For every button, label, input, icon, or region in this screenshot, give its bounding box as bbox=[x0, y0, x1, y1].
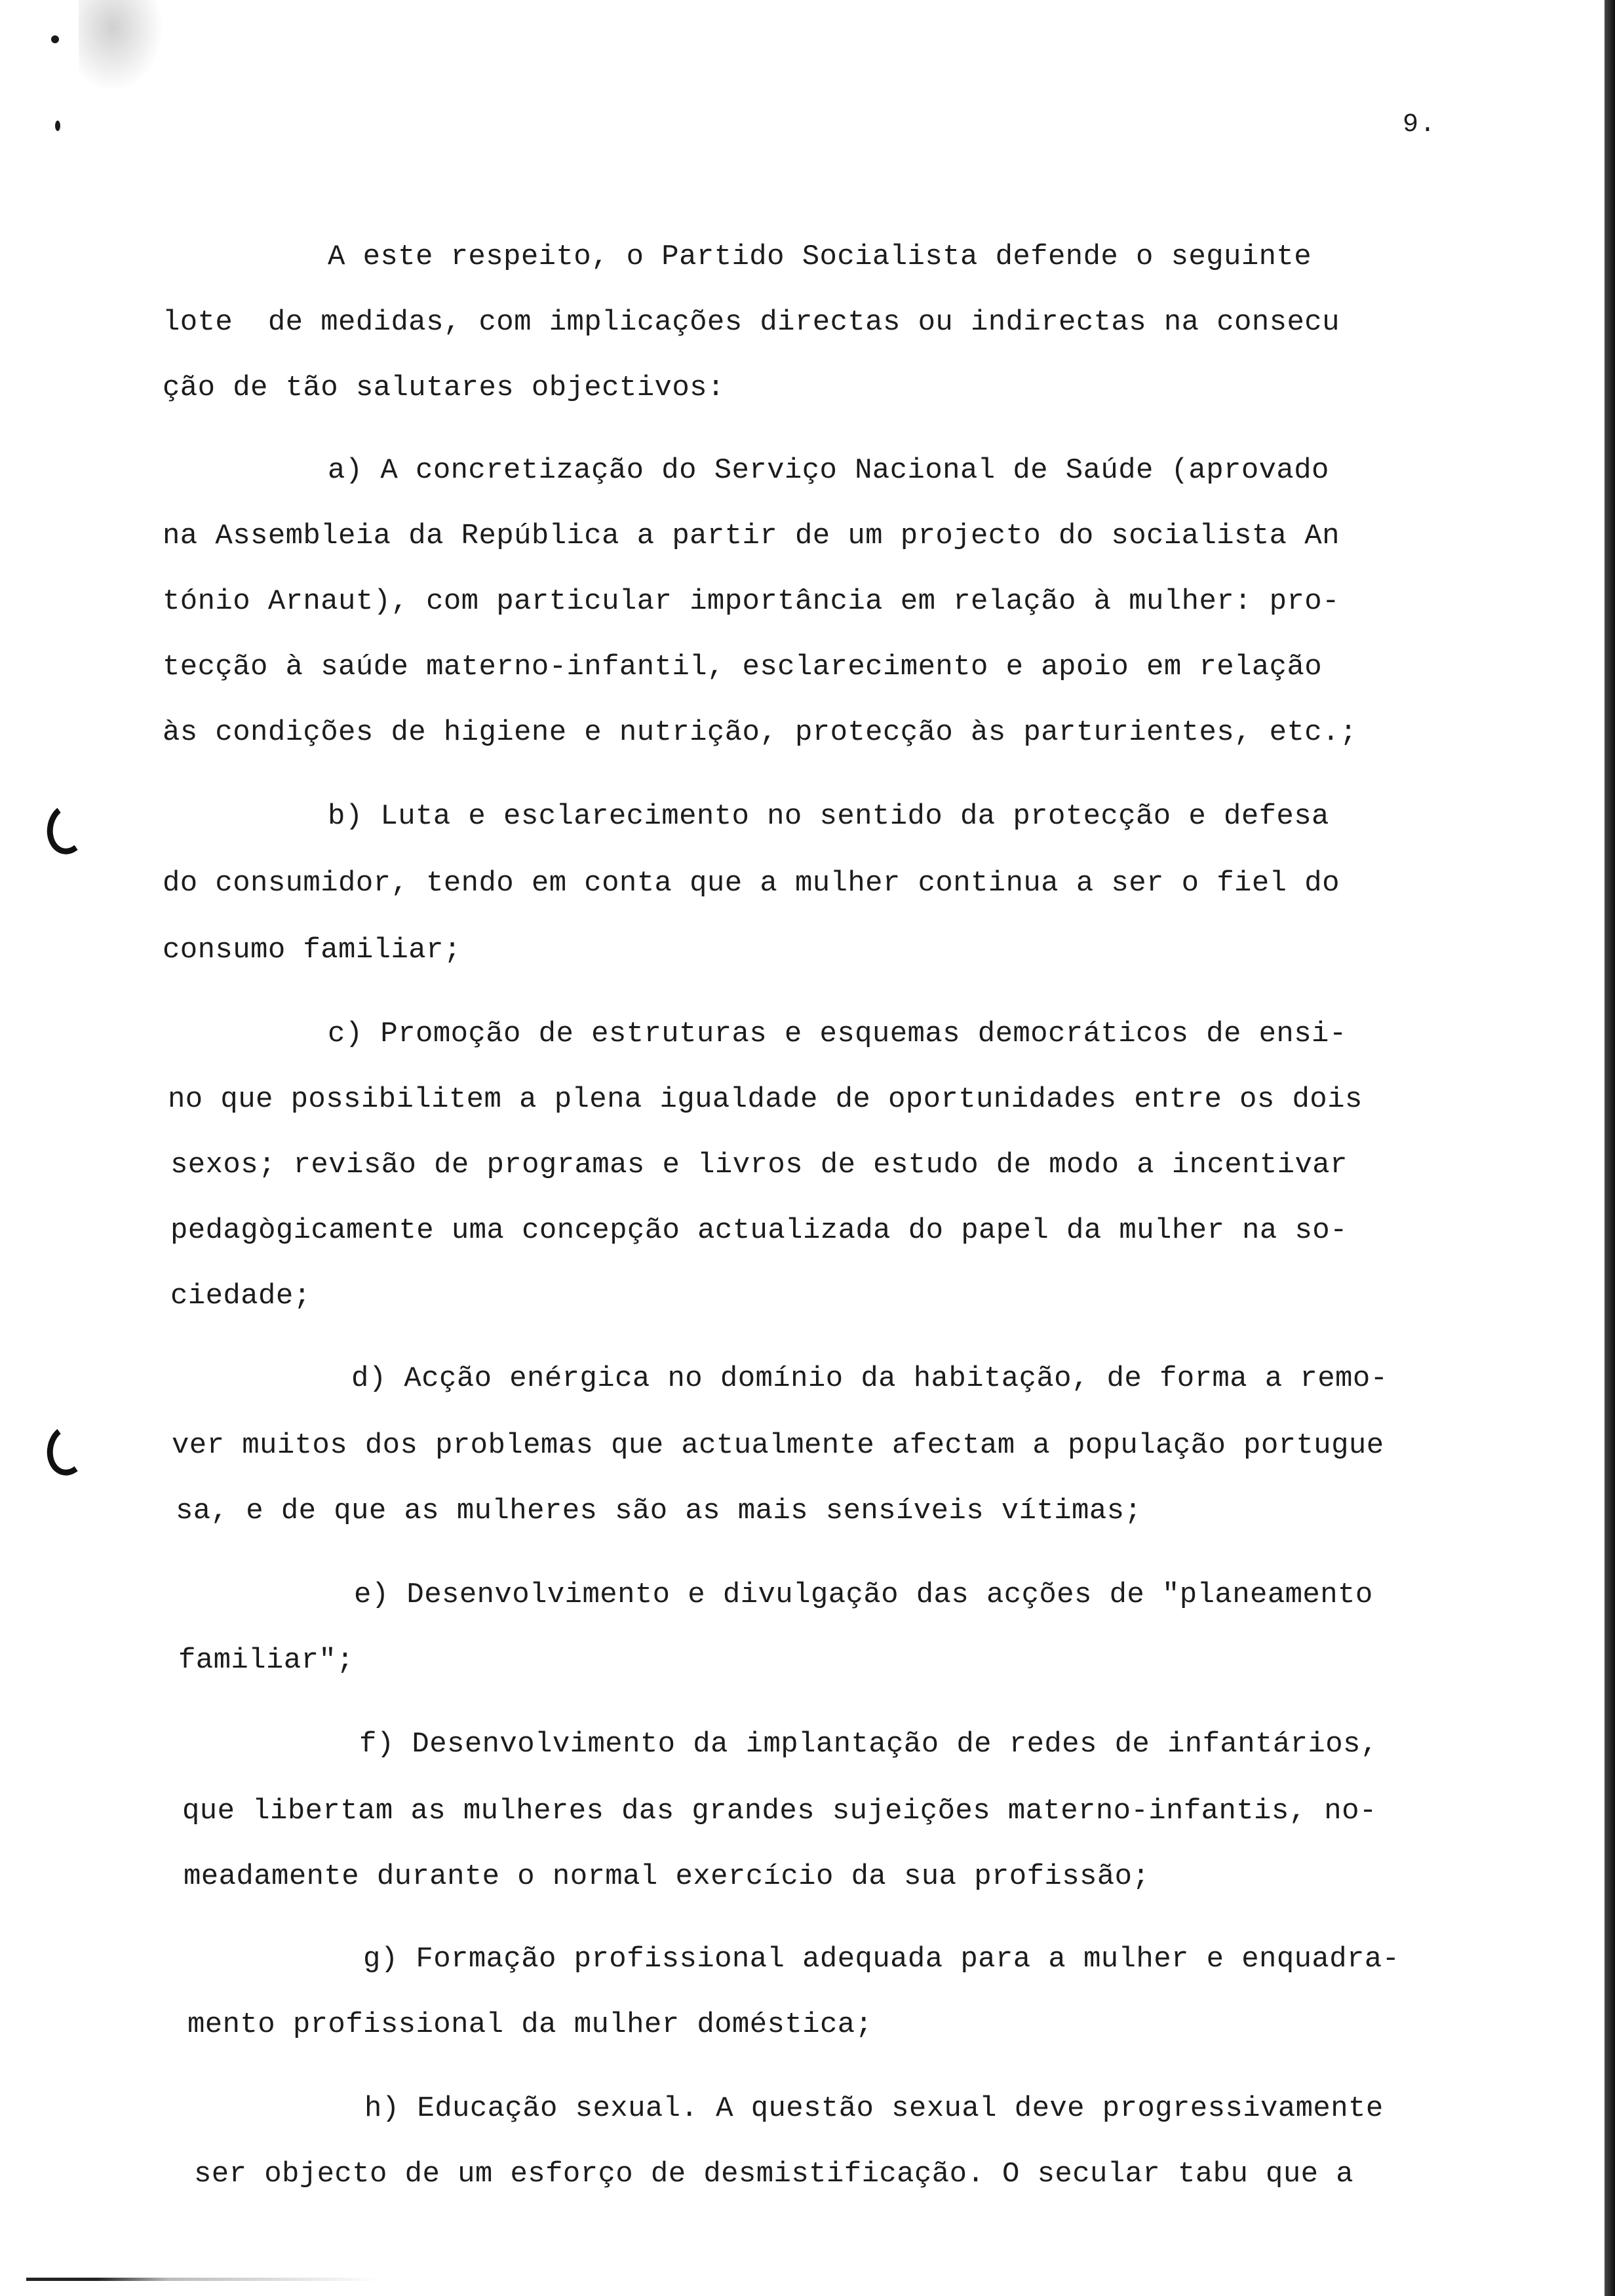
scan-speck bbox=[51, 35, 59, 43]
text-line: mento profissional da mulher doméstica; bbox=[187, 2008, 873, 2041]
text-line: g) Formação profissional adequada para a mulher e enquadra- bbox=[363, 1943, 1400, 1976]
text-line: meadamente durante o normal exercício da sua profissão; bbox=[184, 1860, 1150, 1893]
scan-bottom-mark bbox=[26, 2278, 380, 2281]
text-line: b) Luta e esclarecimento no sentido da protecção e defesa bbox=[328, 800, 1329, 833]
punch-hole-mark bbox=[43, 1421, 92, 1479]
text-line: às condições de higiene e nutrição, protecção às parturientes, etc.; bbox=[163, 716, 1357, 749]
text-line: sa, e de que as mulheres são as mais sensíveis vítimas; bbox=[176, 1495, 1142, 1527]
scan-smudge bbox=[79, 0, 164, 92]
text-line: consumo familiar; bbox=[163, 934, 461, 966]
text-line: tecção à saúde materno-infantil, esclarecimento e apoio em relação bbox=[163, 651, 1323, 683]
text-line: do consumidor, tendo em conta que a mulher continua a ser o fiel do bbox=[163, 867, 1340, 900]
page-number: 9. bbox=[1403, 110, 1437, 140]
text-line: que libertam as mulheres das grandes sujeições materno-infantis, no- bbox=[182, 1795, 1377, 1827]
text-line: h) Educação sexual. A questão sexual deve progressivamente bbox=[364, 2092, 1384, 2125]
text-line: tónio Arnaut), com particular importância em relação à mulher: pro- bbox=[163, 585, 1340, 618]
text-line: e) Desenvolvimento e divulgação das acções de "planeamento bbox=[354, 1578, 1373, 1611]
text-line: a) A concretização do Serviço Nacional de Saúde (aprovado bbox=[328, 454, 1329, 487]
text-line: ver muitos dos problemas que actualmente afectam a população portugue bbox=[172, 1429, 1384, 1462]
text-line: sexos; revisão de programas e livros de estudo de modo a incentivar bbox=[170, 1149, 1348, 1181]
text-line: pedagògicamente uma concepção actualizada do papel da mulher na so- bbox=[170, 1214, 1348, 1247]
punch-hole-mark bbox=[43, 800, 92, 858]
scan-edge-shadow bbox=[1605, 0, 1615, 2296]
scan-speck bbox=[55, 121, 60, 131]
text-line: A este respeito, o Partido Socialista defende o seguinte bbox=[328, 240, 1312, 273]
text-line: c) Promoção de estruturas e esquemas democráticos de ensi- bbox=[328, 1018, 1347, 1050]
text-line: ciedade; bbox=[170, 1280, 311, 1312]
text-line: na Assembleia da República a partir de um projecto do socialista An bbox=[163, 520, 1340, 552]
text-line: f) Desenvolvimento da implantação de redes de infantários, bbox=[359, 1728, 1378, 1761]
text-line: ção de tão salutares objectivos: bbox=[163, 372, 725, 404]
text-line: ser objecto de um esforço de desmistificação. O secular tabu que a bbox=[194, 2158, 1354, 2191]
text-line: no que possibilitem a plena igualdade de oportunidades entre os dois bbox=[168, 1083, 1363, 1116]
text-line: d) Acção enérgica no domínio da habitação, de forma a remo- bbox=[351, 1362, 1388, 1395]
text-line: familiar"; bbox=[178, 1644, 355, 1677]
text-line: lote de medidas, com implicações directas ou indirectas na consecu bbox=[163, 306, 1340, 339]
